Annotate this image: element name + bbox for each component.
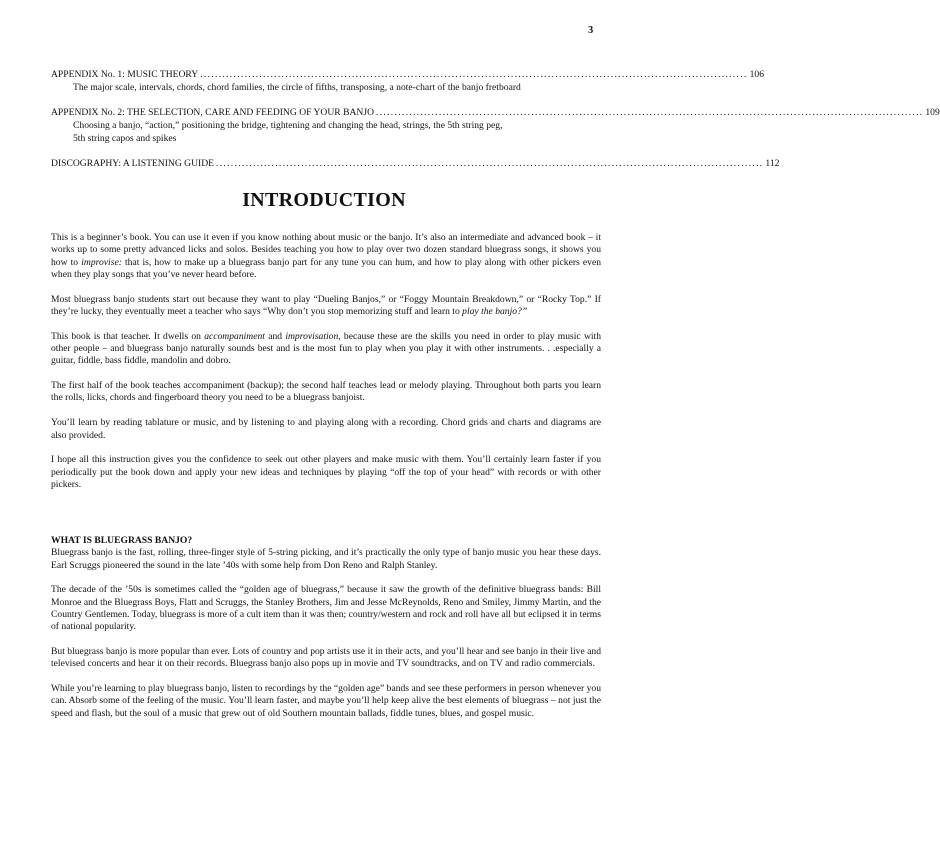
section-paragraph-3: But bluegrass banjo is more popular than ever. Lots of country and pop artists use it in their acts, and you’ll hear and see banjo in their live and televised concerts and hear it on their records. Bluegrass banjo also pops up in movie and TV soundtracks, and on TV and radio commercials. bbox=[51, 646, 601, 670]
section-paragraph-1: Bluegrass banjo is the fast, rolling, three-finger style of 5-string picking, and it’s practically the only type of banjo music you hear these days. Earl Scruggs pioneered the sound in the late ’40s with some help from Don Reno and Ralph Stanley. bbox=[51, 547, 601, 571]
section-paragraph-2: The decade of the ’50s is sometimes called the “golden age of bluegrass,” because it saw the growth of the definitive bluegrass bands: Bill Monroe and the Bluegrass Boys, Flatt and Scruggs, the Stanley Brothers, Jim and Jesse McReynolds, Reno and Smiley, Jimmy Martin, and the Country Gentlemen. Today, bluegrass is more of a cult item than it was then; country/western and rock and roll have all but eclipsed it in terms of national popularity. bbox=[51, 584, 601, 633]
toc-entry-title: DISCOGRAPHY: A LISTENING GUIDE bbox=[51, 158, 215, 169]
toc-entry-description-cont: 5th string capos and spikes bbox=[73, 133, 177, 144]
intro-paragraph-5: You’ll learn by reading tablature or music, and by listening to and playing along with a recording. Chord grids and charts and diagrams are also provided. bbox=[51, 417, 601, 441]
toc-entry-appendix-1 bbox=[51, 68, 764, 94]
toc-entry-appendix-2 bbox=[51, 106, 940, 145]
toc-leader-dots: .................................................................................................................................................... bbox=[216, 158, 764, 169]
toc-entry-page: 106 bbox=[749, 69, 764, 80]
toc-entry-page: 109 bbox=[925, 107, 940, 118]
toc-entry-description: The major scale, intervals, chords, chord families, the circle of fifths, transposing, a note-chart of the banjo fretboard bbox=[73, 82, 521, 93]
toc-leader-dots: .................................................................................................................................................... bbox=[376, 107, 924, 118]
intro-paragraph-2: Most bluegrass banjo students start out because they want to play “Dueling Banjos,” or “Foggy Mountain Breakdown,” or “Rocky Top.” If they’re lucky, they eventually meet a teacher who says “Why don’t you stop memorizing stuff and learn to play the banjo?” bbox=[51, 293, 601, 317]
toc-entry-title: APPENDIX No. 2: THE SELECTION, CARE AND FEEDING OF YOUR BANJO bbox=[51, 107, 374, 118]
intro-paragraph-1: This is a beginner’s book. You can use it even if you know nothing about music or the banjo. It’s also an intermediate and advanced book – it works up to some pretty advanced licks and solos. Besides teaching you how to play over two dozen standard bluegrass songs, it shows you how to improvise: that is, how to make up a bluegrass banjo part for any tune you can hum, and how to play along with other pickers even when they play songs that you’ve never heard before. bbox=[51, 232, 602, 280]
section-heading: WHAT IS BLUEGRASS BANJO? bbox=[51, 535, 193, 546]
page-title: INTRODUCTION bbox=[242, 189, 406, 211]
toc-entry-discography bbox=[51, 157, 780, 170]
intro-paragraph-4: The first half of the book teaches accompaniment (backup); the second half teaches lead or melody playing. Throughout both parts you learn the rolls, licks, chords and fingerboard theory you need to be a bluegrass banjoist. bbox=[51, 380, 601, 404]
intro-paragraph-6: I hope all this instruction gives you the confidence to seek out other players and make music with them. You’ll certainly learn faster if you periodically put the book down and apply your new ideas and techniques by playing “off the top of your head” with records or with other pickers. bbox=[51, 454, 601, 490]
toc-leader-dots: .................................................................................................................................................... bbox=[200, 69, 748, 80]
toc-entry-page: 112 bbox=[765, 158, 780, 169]
toc-entry-description: Choosing a banjo, “action,” positioning the bridge, tightening and changing the head, strings, the 5th string peg, bbox=[73, 120, 503, 131]
page-number: 3 bbox=[588, 25, 594, 36]
bluegrass-section bbox=[51, 535, 601, 733]
toc-entry-title: APPENDIX No. 1: MUSIC THEORY bbox=[51, 69, 199, 80]
section-paragraph-4: While you’re learning to play bluegrass banjo, listen to recordings by the “golden age” bands and see these performers in person whenever you can. Absorb some of the feeling of the music. You’ll learn faster, and maybe you’ll help keep alive the best elements of bluegrass – not just the speed and flash, but the soul of a music that grew out of old Southern mountain ballads, fiddle tunes, blues, and gospel music. bbox=[51, 683, 601, 719]
intro-body bbox=[51, 232, 601, 491]
intro-paragraph-3: This book is that teacher. It dwells on accompaniment and improvisation, because these are the skills you need in order to play music with other people – and bluegrass banjo naturally sounds best and is the most fun to play when you play it with other instruments. . .especially a guitar, fiddle, bass fiddle, mandolin and dobro. bbox=[51, 330, 601, 367]
